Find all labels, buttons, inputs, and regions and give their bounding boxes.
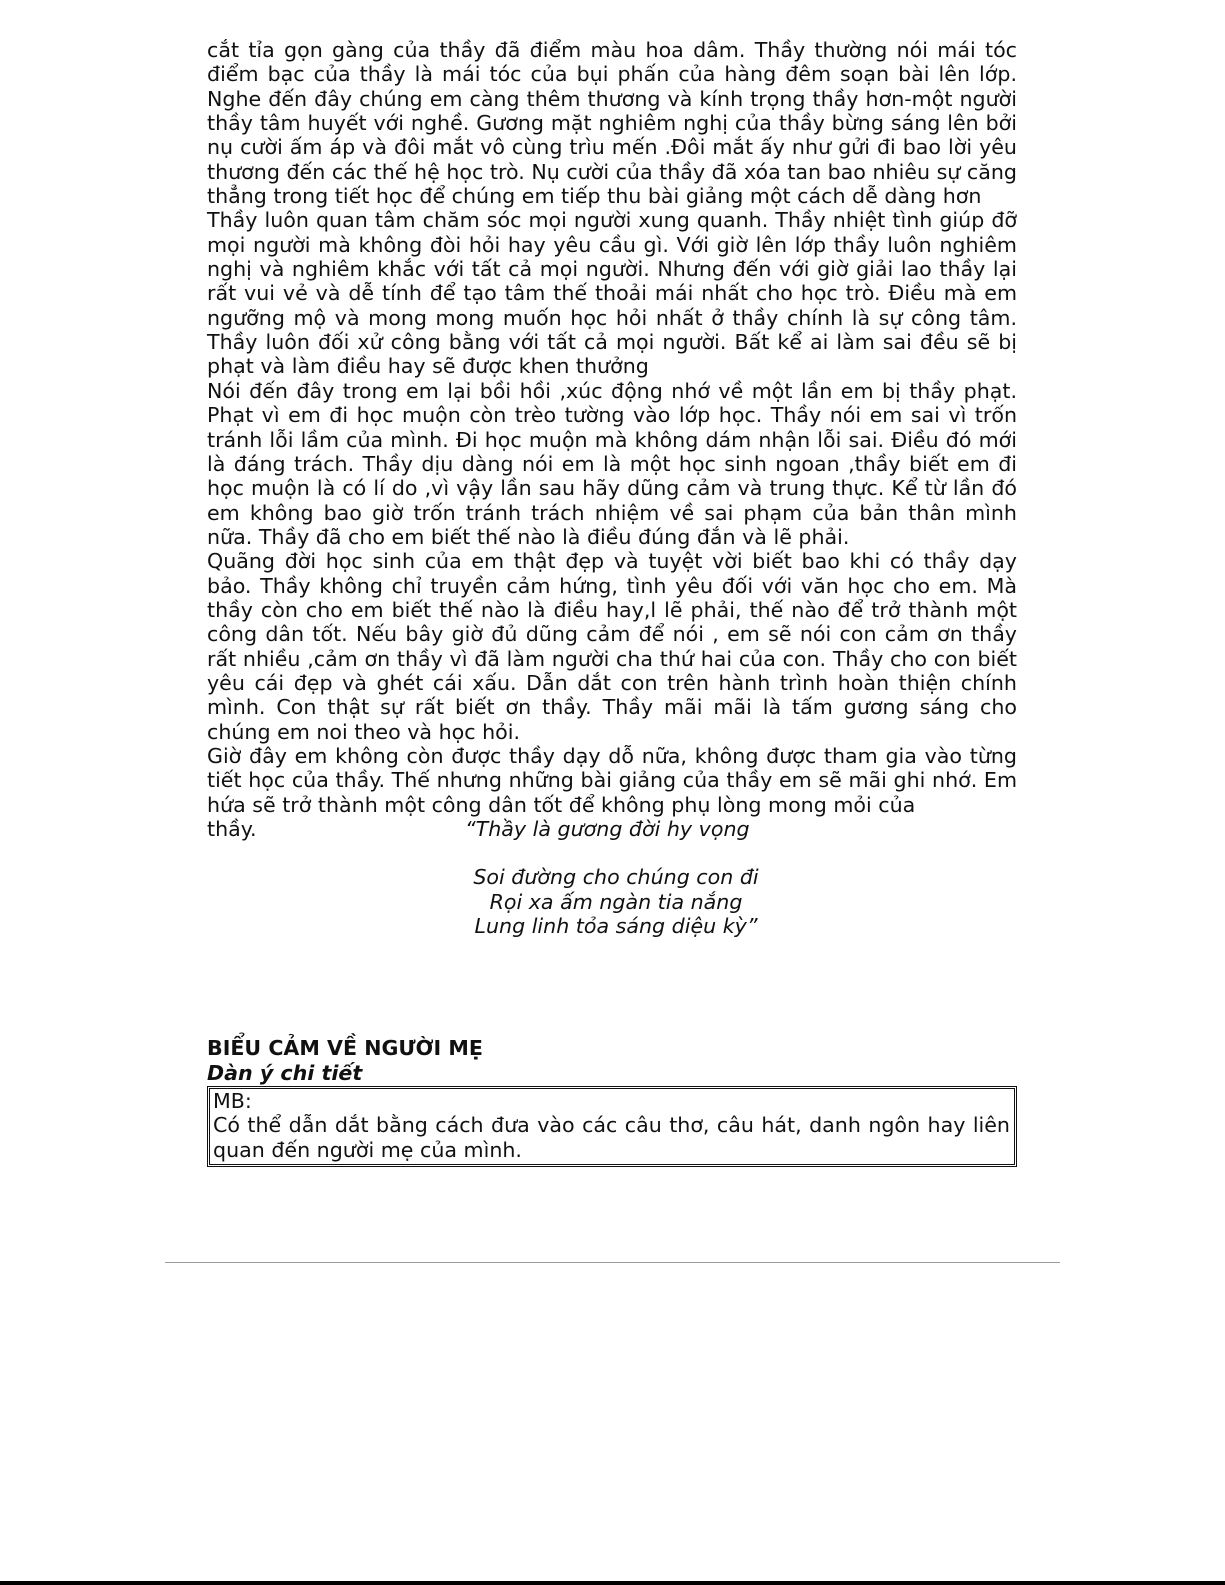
paragraph-2: Thầy luôn quan tâm chăm sóc mọi người xung quanh. Thầy nhiệt tình giúp đỡ mọi người mà không đòi hỏi hay yêu cầu gì. Với giờ lên lớp thầy luôn nghiêm nghị và nghiêm khắc với tất cả mọi người. Nhưng đến với giờ giải lao thầy lại rất vui vẻ và dễ tính để tạo tâm thế thoải mái nhất cho học trò. Điều mà em ngưỡng mộ và mong mong muốn học hỏi nhất ở thầy chính là sự công tâm. Thầy luôn đối xử công bằng với tất cả mọi người. Bất kể ai làm sai đều sẽ bị phạt và làm điều hay sẽ được khen thưởng — [207, 208, 1017, 379]
section-subtitle: Dàn ý chi tiết — [207, 1060, 363, 1085]
poem-line-4: Lung linh tỏa sáng diệu kỳ” — [474, 914, 758, 939]
paragraph-1: cắt tỉa gọn gàng của thầy đã điểm màu hoa dâm. Thầy thường nói mái tóc điểm bạc của thầy là mái tóc của bụi phấn của hàng đêm soạn bài lên lớp. Nghe đến đây chúng em càng thêm thương và kính trọng thầy hơn-một người thầy tâm huyết với nghề. Gương mặt nghiêm nghị của thầy bừng sáng lên bởi nụ cười ấm áp và đôi mắt vô cùng trìu mến .Đôi mắt ấy như gửi đi bao lời yêu thương đến các thế hệ học trò. Nụ cười của thầy đã xóa tan bao nhiêu sự căng thẳng trong tiết học để chúng em tiếp thu bài giảng một cách dễ dàng hơn — [207, 38, 1017, 209]
poem-line-1: “Thầy là gương đời hy vọng — [465, 817, 750, 841]
paragraph-4: Quãng đời học sinh của em thật đẹp và tuyệt vời biết bao khi có thầy dạy bảo. Thầy không chỉ truyền cảm hứng, tình yêu đối với văn học cho em. Mà thầy còn cho em biết thế nào là điều hay,l lẽ phải, thế nào để trở thành một công dân tốt. Nếu bây giờ đủ dũng cảm để nói , em sẽ nói con cảm ơn thầy rất nhiều ,cảm ơn thầy vì đã làm người cha thứ hai của con. Thầy cho con biết yêu cái đẹp và ghét cái xấu. Dẫn dắt con trên hành trình hoàn thiện chính mình. Con thật sự rất biết ơn thầy. Thầy mãi mãi là tấm gương sáng cho chúng em noi theo và học hỏi. — [207, 549, 1017, 744]
poem-line-2: Soi đường cho chúng con đi — [473, 865, 759, 890]
poem-first-row — [207, 817, 1017, 841]
poem-line-3: Rọi xa ấm ngàn tia nắng — [489, 889, 743, 914]
document-page — [207, 38, 1017, 1167]
section-title: BIỂU CẢM VỀ NGƯỜI MẸ — [207, 1036, 483, 1061]
spacer — [207, 938, 1017, 1036]
outline-box — [207, 1086, 1017, 1167]
paragraph-3: Nói đến đây trong em lại bồi hồi ,xúc động nhớ về một lần em bị thầy phạt. Phạt vì em đi học muộn còn trèo tường vào lớp học. Thầy nói em sai vì trốn tránh lỗi lầm của mình. Đi học muộn mà không dám nhận lỗi sai. Điều đó mới là đáng trách. Thầy dịu dàng nói em là một học sinh ngoan ,thầy biết em đi học muộn là có lí do ,vì vậy lần sau hãy dũng cảm và trung thực. Kể từ lần đó em không bao giờ trốn tránh trách nhiệm về sai phạm của bản thân mình nữa. Thầy đã cho em biết thế nào là điều đúng đắn và lẽ phải. — [207, 378, 1017, 549]
paragraph-5-end: thầy. — [207, 817, 257, 841]
paragraph-5: Giờ đây em không còn được thầy dạy dỗ nữa, không được tham gia vào từng tiết học của thầy. Thế nhưng những bài giảng của thầy em sẽ mãi ghi nhớ. Em hứa sẽ trở thành một công dân tốt để không phụ lòng mong mỏi của — [207, 743, 1017, 817]
bottom-edge — [0, 1581, 1225, 1585]
box-text: Có thể dẫn dắt bằng cách đưa vào các câu thơ, câu hát, danh ngôn hay liên quan đến người mẹ của mình. — [213, 1113, 1010, 1162]
box-label: MB: — [213, 1089, 252, 1114]
poem — [207, 865, 1017, 938]
page-divider — [165, 1262, 1060, 1263]
